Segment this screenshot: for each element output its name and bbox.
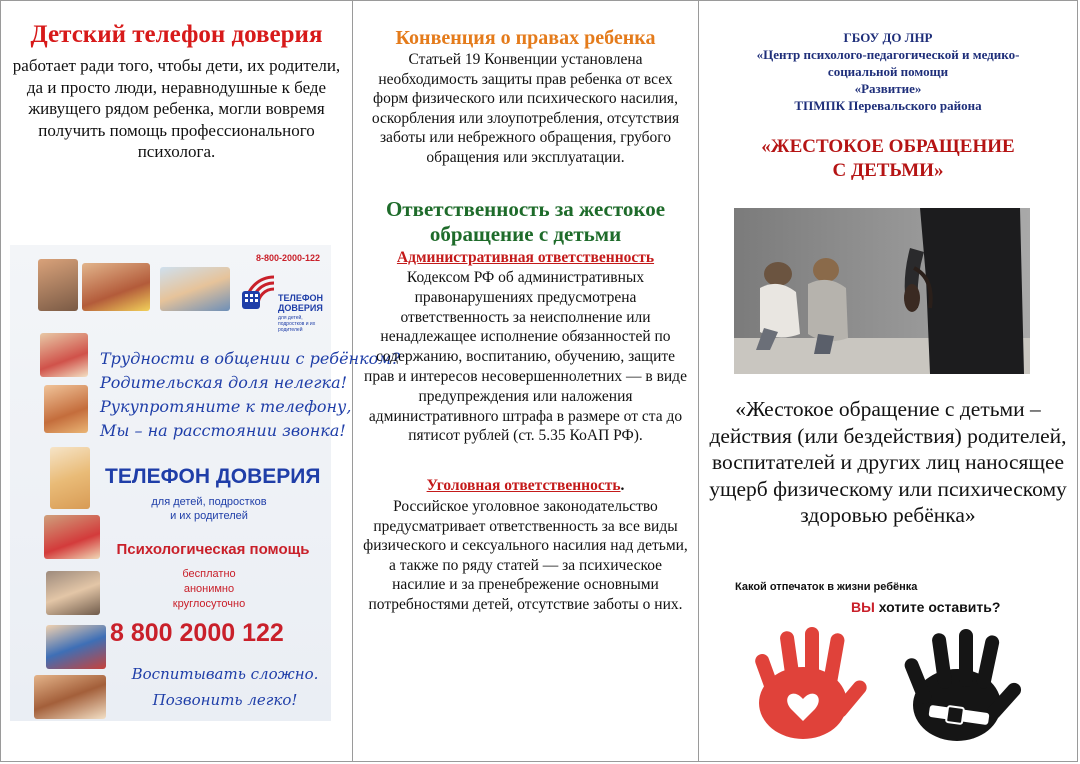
helpline-title: Детский телефон доверия <box>30 21 323 48</box>
responsibility-heading-line: обращение с детьми <box>429 222 622 246</box>
handprints-question-rest: хотите оставить? <box>874 599 1001 615</box>
handprints-question-emphasis: ВЫ <box>851 599 875 615</box>
poster-help-heading: Психологическая помощь <box>116 541 310 558</box>
criminal-heading-text: Уголовная ответственность <box>426 477 621 494</box>
family-photo <box>82 263 150 311</box>
phone-logo-icon <box>240 271 280 311</box>
handprints-illustration <box>731 573 1031 747</box>
poster-title: ТЕЛЕФОН ДОВЕРИЯ <box>105 465 321 488</box>
logo-phone-number: 8-800-2000-122 <box>256 253 321 263</box>
responsibility-heading-line: Ответственность за жестокое <box>385 197 666 221</box>
org-line: ТПМПК Перевальского района <box>794 98 982 113</box>
admin-responsibility-heading: Административная ответственность <box>396 249 655 266</box>
logo-caption: для детей, подростков и их родителей <box>278 315 316 333</box>
definition-quote: «Жестокое обращение с детьми – действия (или бездействия) родителей, воспитателей и других лиц наносящее ущерб физическому или психическому здоровью ребёнка» <box>709 397 1067 527</box>
poster-subtitle-line: и их родителей <box>170 510 248 522</box>
poster-handwritten-line: Родительская доля нелегка! <box>100 373 348 392</box>
family-photo <box>34 675 106 719</box>
admin-responsibility-text: Кодексом РФ об административных правонарушениях предусмотрена ответственность за неисполнение или ненадлежащее исполнение обязанностей по содержанию, воспитанию, обучению, защите прав и интересов несовершеннолетних — в виде предупреждения или наложения административного штрафа в размере от ста до пятисот рублей (ст. 5.35 КоАП РФ). <box>364 269 687 445</box>
logo-name <box>278 293 323 313</box>
left-panel <box>1 1 401 761</box>
poster-subtitle <box>114 495 304 523</box>
family-photo <box>44 385 88 433</box>
poster-feature: анонимно <box>183 583 235 595</box>
org-line: «Центр психолого-педагогической и медико- <box>756 47 1020 62</box>
responsibility-heading <box>353 197 698 247</box>
handprint-icon <box>731 613 881 747</box>
abuse-illustration-photo <box>734 208 1030 374</box>
family-photo <box>46 625 106 669</box>
convention-text: Статьей 19 Конвенции установлена необходимость защиты прав ребенка от всех форм физического или психического насилия, оскорбления или злоупотребления, отсутствия заботы или небрежного обращения, грубого обращения или эксплуатации. <box>371 51 680 166</box>
helpline-description: работает ради того, чтобы дети, их родители, да и просто люди, неравнодушные к беде живущего рядом ребенка, могли вовремя получить помощь профессионального психолога. <box>12 56 341 161</box>
org-line: «Развитие» <box>854 81 922 96</box>
handprints-question-line: Какой отпечаток в жизни ребёнка <box>735 581 918 593</box>
handprint-icon <box>881 613 1031 747</box>
heading-period: . <box>620 477 625 494</box>
poster-slogan-line: Воспитывать сложно. <box>131 665 319 683</box>
family-photo <box>44 515 100 559</box>
poster-feature: круглосуточно <box>172 598 246 610</box>
family-photo <box>46 571 100 615</box>
poster-slogan-line: Позвонить легко! <box>152 691 298 709</box>
poster-handwritten-line: Трудности в общении с ребёнком? <box>100 349 401 368</box>
logo-name-line: ТЕЛЕФОН <box>278 293 323 303</box>
poster-handwritten-line: Рукупротяните к телефону, <box>100 397 352 416</box>
org-line: ГБОУ ДО ЛНР <box>843 30 933 45</box>
brochure-title-line: «ЖЕСТОКОЕ ОБРАЩЕНИЕ <box>761 136 1015 157</box>
criminal-responsibility-heading <box>353 477 698 495</box>
brochure-title-line: С ДЕТЬМИ» <box>832 160 944 181</box>
organization-header <box>699 29 1077 114</box>
family-photo <box>160 267 230 311</box>
poster-phone-number: 8 800 2000 122 <box>110 619 284 647</box>
poster-features <box>114 567 304 612</box>
right-panel <box>699 1 1077 761</box>
middle-panel <box>353 1 699 761</box>
poster-subtitle-line: для детей, подростков <box>151 496 267 508</box>
org-line: социальной помощи <box>827 64 949 79</box>
convention-heading: Конвенция о правах ребенка <box>395 27 656 49</box>
family-photo <box>38 259 78 311</box>
family-photo <box>50 447 90 509</box>
logo-name-line: ДОВЕРИЯ <box>278 303 323 313</box>
family-photo <box>40 333 88 377</box>
helpline-poster <box>10 245 401 721</box>
brochure-title <box>699 135 1077 183</box>
poster-handwritten-line: Мы – на расстоянии звонка! <box>100 421 346 440</box>
criminal-responsibility-text: Российское уголовное законодательство предусматривает ответственность за все виды физического и сексуального насилия над детьми, а также по ряду статей — за психическое насилие и за пренебрежение основными потребностями детей, отсутствие заботы о них. <box>363 498 688 613</box>
poster-feature: бесплатно <box>182 568 236 580</box>
